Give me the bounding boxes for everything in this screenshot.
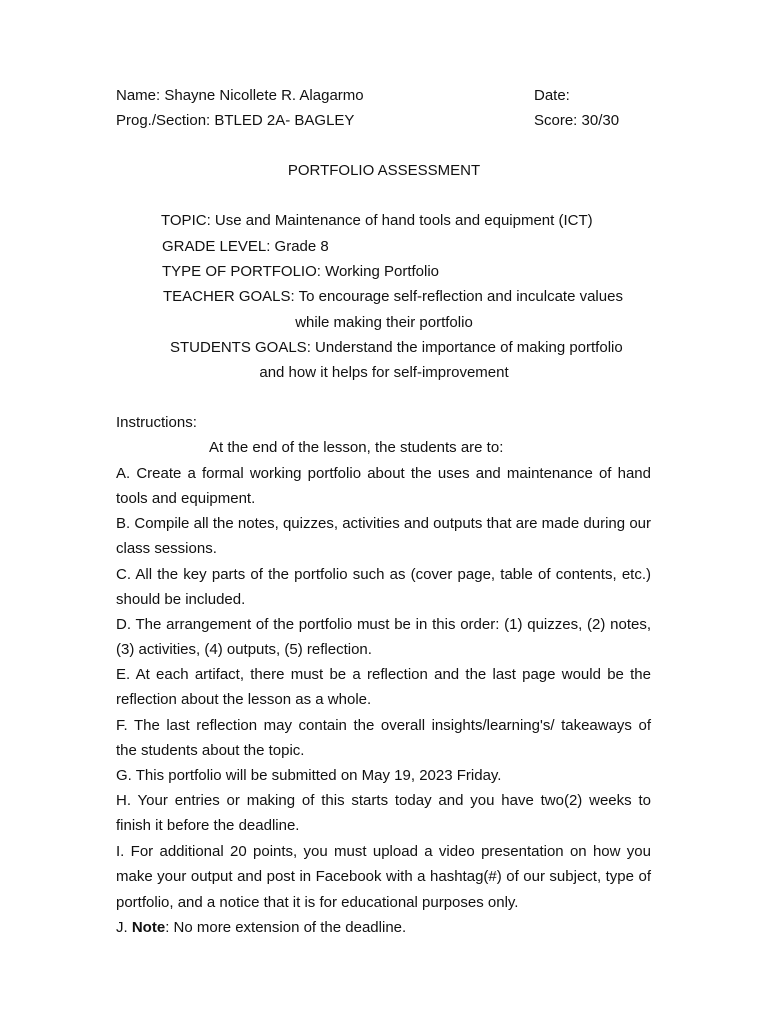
portfolio-type-line: TYPE OF PORTFOLIO: Working Portfolio (162, 263, 440, 280)
student-goals-line2: and how it helps for self-improvement (259, 364, 509, 381)
page-title: PORTFOLIO ASSESSMENT (287, 162, 481, 179)
teacher-goals-line1: TEACHER GOALS: To encourage self-reflection and inculcate values (163, 288, 623, 305)
instruction-item-j (116, 915, 651, 940)
program-section: Prog./Section: BTLED 2A- BAGLEY (116, 112, 355, 129)
instruction-item-e: E. At each artifact, there must be a reflection and the last page would be the reflection about the lesson as a whole. (116, 666, 651, 709)
date-field: Date: (534, 87, 570, 104)
instructions-intro: At the end of the lesson, the students are to: (209, 439, 504, 456)
instructions-heading: Instructions: (116, 414, 197, 431)
teacher-goals-line2: while making their portfolio (295, 314, 473, 331)
student-goals-line1: STUDENTS GOALS: Understand the importance of making portfolio (170, 339, 623, 356)
instruction-item-b: B. Compile all the notes, quizzes, activities and outputs that are made during our class sessions. (116, 515, 651, 558)
instruction-item-g: G. This portfolio will be submitted on May 19, 2023 Friday. (116, 767, 502, 784)
score-field: Score: 30/30 (534, 112, 620, 129)
instruction-item-f: F. The last reflection may contain the overall insights/learning's/ takeaways of the students about the topic. (116, 717, 651, 760)
note-prefix: J. (116, 919, 132, 936)
note-text: : No more extension of the deadline. (165, 919, 407, 936)
instruction-item-d: D. The arrangement of the portfolio must be in this order: (1) quizzes, (2) notes, (3) activities, (4) outputs, (5) reflection. (116, 616, 651, 659)
instruction-item-c: C. All the key parts of the portfolio such as (cover page, table of contents, etc.) should be included. (116, 566, 651, 609)
note-label: Note (131, 919, 166, 936)
instruction-item-h: H. Your entries or making of this starts today and you have two(2) weeks to finish it before the deadline. (116, 792, 651, 835)
grade-level-line: GRADE LEVEL: Grade 8 (162, 238, 329, 255)
student-name: Name: Shayne Nicollete R. Alagarmo (116, 87, 364, 104)
instruction-item-i: I. For additional 20 points, you must upload a video presentation on how you make your output and post in Facebook with a hashtag(#) of our subject, type of portfolio, and a notice that it is for educational purposes only. (116, 843, 651, 911)
instruction-item-a: A. Create a formal working portfolio about the uses and maintenance of hand tools and equipment. (116, 465, 651, 508)
topic-line: TOPIC: Use and Maintenance of hand tools and equipment (ICT) (161, 212, 593, 229)
